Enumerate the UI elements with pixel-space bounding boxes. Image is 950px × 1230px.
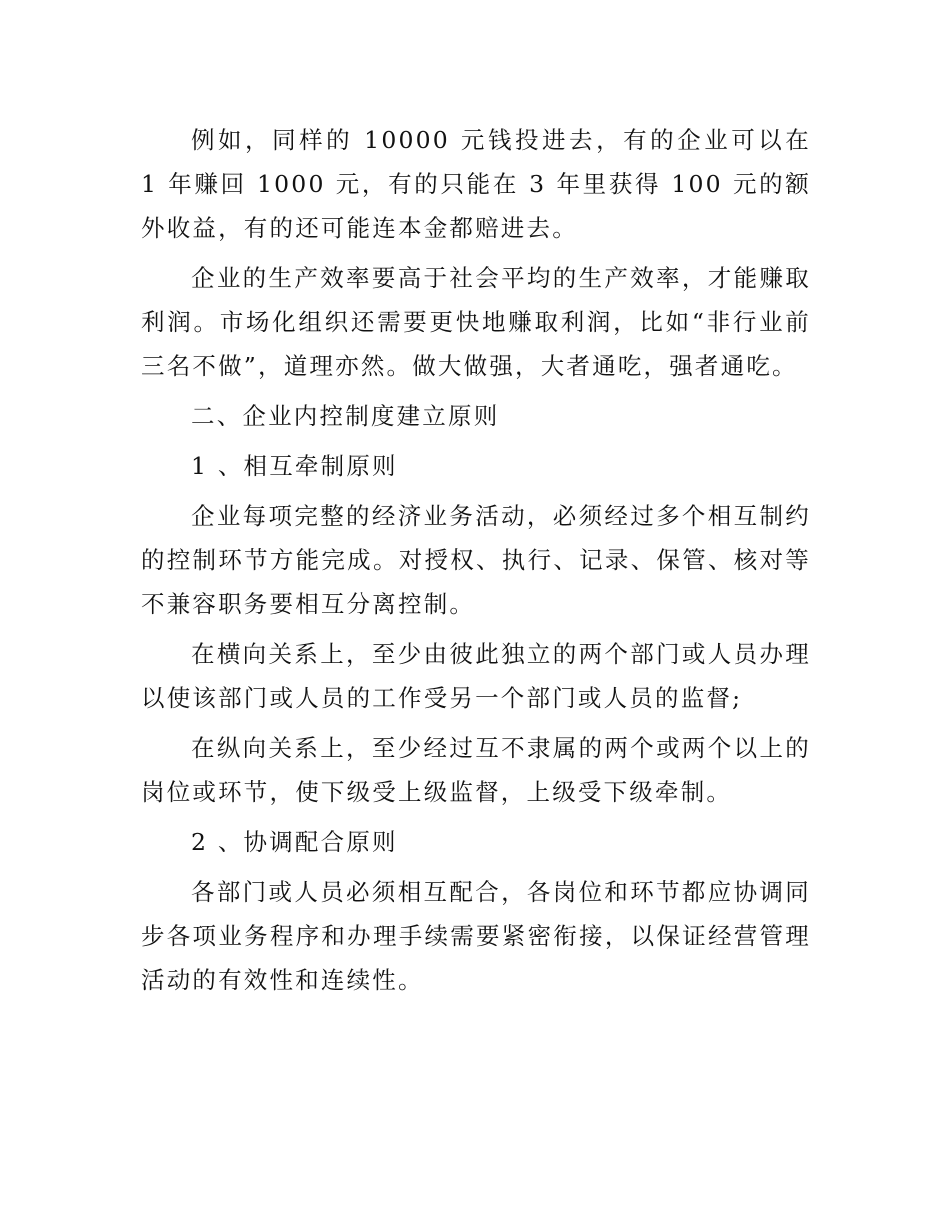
paragraph-example-investment: 例如，同样的 10000 元钱投进去，有的企业可以在 1 年赚回 1000 元，有的只能在 3 年里获得 100 元的额外收益，有的还可能连本金都赔进去。 xyxy=(141,126,811,242)
paragraph-horizontal-relation: 在横向关系上，至少由彼此独立的两个部门或人员办理以使该部门或人员的工作受另一个部门或人员的监督; xyxy=(141,640,811,712)
document-page xyxy=(141,118,811,1002)
subheading-mutual-restraint: 1 、相互牵制原则 xyxy=(191,452,398,480)
paragraph-vertical-relation: 在纵向关系上，至少经过互不隶属的两个或两个以上的岗位或环节，使下级受上级监督，上级受下级牵制。 xyxy=(141,734,811,806)
paragraph-mutual-restraint: 企业每项完整的经济业务活动，必须经过多个相互制约的控制环节方能完成。对授权、执行、记录、保管、核对等不兼容职务要相互分离控制。 xyxy=(141,502,811,618)
paragraph-coordination: 各部门或人员必须相互配合，各岗位和环节都应协调同步各项业务程序和办理手续需要紧密衔接，以保证经营管理活动的有效性和连续性。 xyxy=(141,878,811,994)
paragraph-production-efficiency: 企业的生产效率要高于社会平均的生产效率，才能赚取利润。市场化组织还需要更快地赚取利润，比如“非行业前三名不做”，道理亦然。做大做强，大者通吃，强者通吃。 xyxy=(141,264,811,380)
subheading-coordination: 2 、协调配合原则 xyxy=(191,828,398,856)
section-heading-principles: 二、企业内控制度建立原则 xyxy=(191,402,500,430)
